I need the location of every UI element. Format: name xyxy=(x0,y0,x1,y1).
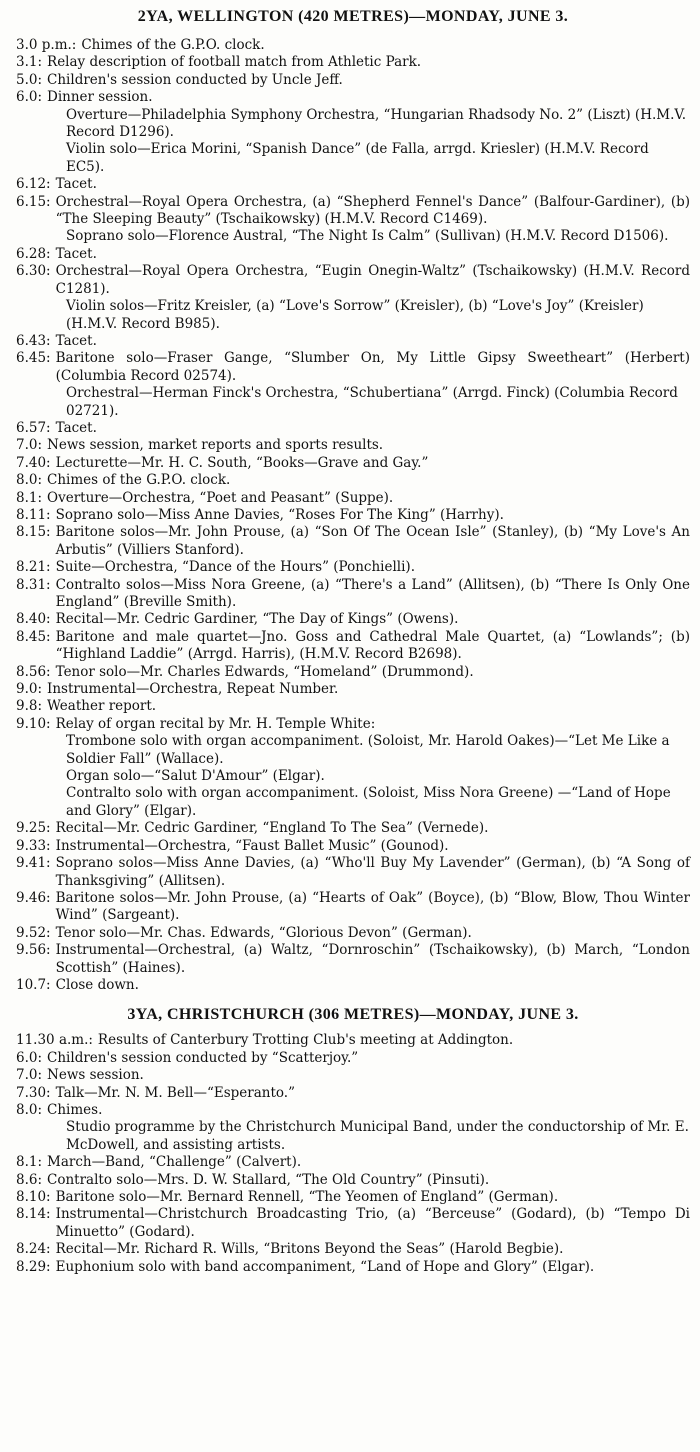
programme-item xyxy=(16,1085,690,1102)
item-time: 8.1: xyxy=(16,489,43,506)
programme-item xyxy=(16,176,690,193)
item-time: 9.25: xyxy=(16,820,51,837)
item-text: Tenor solo—Mr. Chas. Edwards, “Glorious Devon” (German). xyxy=(55,924,472,941)
item-text: Tacet. xyxy=(55,419,97,436)
programme-item xyxy=(16,559,690,576)
item-time: 6.57: xyxy=(16,419,51,436)
programme-item xyxy=(16,455,690,472)
item-text: Euphonium solo with band accompaniment, “Land of Hope and Glory” (Elgar). xyxy=(55,1258,595,1275)
item-text: Instrumental—Orchestra, “Faust Ballet Music” (Gounod). xyxy=(55,837,449,854)
programme-item xyxy=(16,89,690,106)
item-text: Close down. xyxy=(55,976,139,993)
programme-item xyxy=(16,577,690,612)
item-time: 10.7: xyxy=(16,976,51,993)
item-text: News session, market reports and sports results. xyxy=(47,437,384,454)
item-time: 6.12: xyxy=(16,176,51,193)
item-text: Weather report. xyxy=(47,698,157,715)
programme-subitem: Trombone solo with organ accompaniment. (Soloist, Mr. Harold Oakes)—“Let Me Like a Soldier Fall” (Wallace). xyxy=(66,733,670,767)
item-text: Baritone solos—Mr. John Prouse, (a) “Son Of The Ocean Isle” (Stanley), (b) “My Love's An Arbutis” (Villiers Stanford). xyxy=(55,524,690,558)
programme-item xyxy=(16,54,690,71)
programme-item xyxy=(16,611,690,628)
programme-item xyxy=(16,1032,690,1049)
item-time: 9.0: xyxy=(16,681,43,698)
item-text: Instrumental—Orchestra, Repeat Number. xyxy=(47,681,339,698)
programme-item xyxy=(16,507,690,524)
item-time: 8.11: xyxy=(16,506,51,523)
programme-item xyxy=(16,977,690,994)
programme-item xyxy=(16,629,690,664)
programme-item xyxy=(16,1206,690,1241)
programme-item xyxy=(16,1154,690,1171)
item-text: Suite—Orchestra, “Dance of the Hours” (Ponchielli). xyxy=(55,559,415,576)
programme-item xyxy=(16,1172,690,1189)
item-text: Instrumental—Orchestral, (a) Waltz, “Dornroschin” (Tschaikowsky), (b) March, “London Scottish” (Haines). xyxy=(55,942,690,976)
item-time: 8.31: xyxy=(16,576,51,593)
item-time: 8.45: xyxy=(16,628,51,645)
item-time: 6.0: xyxy=(16,89,43,106)
item-time: 8.24: xyxy=(16,1241,51,1258)
programme-subitem: Violin solo—Erica Morini, “Spanish Dance” (de Falla, arrgd. Kriesler) (H.M.V. Record EC5). xyxy=(66,141,649,175)
programme-item xyxy=(16,698,690,715)
programme-item xyxy=(16,350,690,385)
item-time: 9.46: xyxy=(16,889,51,906)
programme-item xyxy=(16,333,690,350)
item-time: 7.0: xyxy=(16,437,43,454)
item-time: 11.30 a.m.: xyxy=(16,1032,93,1049)
programme-item xyxy=(16,437,690,454)
programme-subitem: Overture—Philadelphia Symphony Orchestra, “Hungarian Rhadsody No. 2” (Liszt) (H.M.V. Record D1296). xyxy=(66,106,687,141)
item-text: Children's session conducted by Uncle Jeff. xyxy=(47,71,343,88)
programme-item xyxy=(16,37,690,54)
item-time: 8.0: xyxy=(16,1101,43,1118)
programme-item xyxy=(16,1067,690,1084)
item-time: 9.56: xyxy=(16,942,51,959)
programme-subitem: Organ solo—“Salut D'Amour” (Elgar). xyxy=(66,768,325,785)
programme-item xyxy=(16,490,690,507)
item-time: 9.10: xyxy=(16,715,51,732)
item-time: 8.14: xyxy=(16,1206,51,1223)
item-time: 8.29: xyxy=(16,1258,51,1275)
item-time: 6.0: xyxy=(16,1049,43,1066)
item-time: 8.10: xyxy=(16,1189,51,1205)
item-text: Tacet. xyxy=(55,332,97,349)
item-time: 7.40: xyxy=(16,454,51,471)
item-text: Recital—Mr. Cedric Gardiner, “England To The Sea” (Vernede). xyxy=(55,820,489,837)
programme-item xyxy=(16,664,690,681)
item-text: March—Band, “Challenge” (Calvert). xyxy=(47,1154,302,1171)
programme-item xyxy=(16,925,690,942)
item-time: 7.30: xyxy=(16,1084,51,1101)
item-time: 6.43: xyxy=(16,332,51,349)
item-text: News session. xyxy=(47,1067,144,1084)
programme-item xyxy=(16,855,690,890)
item-text: Baritone and male quartet—Jno. Goss and Cathedral Male Quartet, (a) “Lowlands”; (b) “Highland Laddie” (Arrgd. Harris), (H.M.V. Record B2698). xyxy=(55,628,690,663)
item-text: Contralto solo—Mrs. D. W. Stallard, “The Old Country” (Pinsuti). xyxy=(47,1171,490,1188)
item-time: 9.8: xyxy=(16,698,43,715)
item-text: Chimes of the G.P.O. clock. xyxy=(81,37,265,53)
item-text: Baritone solo—Fraser Gange, “Slumber On, My Little Gipsy Sweetheart” (Herbert) (Columbia Record 02574). xyxy=(55,350,690,384)
programme-item xyxy=(16,716,690,733)
item-text: Baritone solos—Mr. John Prouse, (a) “Hearts of Oak” (Boyce), (b) “Blow, Blow, Thou Winter Wind” (Sargeant). xyxy=(55,889,690,924)
programme-item xyxy=(16,524,690,559)
item-time: 6.45: xyxy=(16,350,51,367)
item-time: 9.52: xyxy=(16,924,51,941)
programme-item xyxy=(16,1102,690,1119)
item-time: 6.30: xyxy=(16,263,51,280)
item-text: Orchestral—Royal Opera Orchestra, (a) “Shepherd Fennel's Dance” (Balfour-Gardiner), (b) “The Sleeping Beauty” (Tschaikowsky) (H.M.V. Record C1469). xyxy=(55,193,690,228)
programme-item xyxy=(16,942,690,977)
item-time: 8.21: xyxy=(16,559,51,576)
item-time: 6.28: xyxy=(16,245,51,262)
item-text: Baritone solo—Mr. Bernard Rennell, “The Yeomen of England” (German). xyxy=(55,1189,559,1205)
item-text: Recital—Mr. Cedric Gardiner, “The Day of Kings” (Owens). xyxy=(55,611,459,628)
item-text: Soprano solos—Miss Anne Davies, (a) “Who'll Buy My Lavender” (German), (b) “A Song of Thanksgiving” (Allitsen). xyxy=(55,855,690,889)
programme-subitem: Violin solos—Fritz Kreisler, (a) “Love's Sorrow” (Kreisler), (b) “Love's Joy” (Kreisler) (H.M.V. Record B985). xyxy=(66,298,644,332)
item-time: 6.15: xyxy=(16,193,51,210)
item-time: 8.56: xyxy=(16,663,51,680)
item-text: Children's session conducted by “Scatterjoy.” xyxy=(47,1049,359,1066)
station-heading: 3YA, CHRISTCHURCH (306 METRES)—MONDAY, JUNE 3. xyxy=(127,1006,579,1024)
programme-item xyxy=(16,820,690,837)
programme-item xyxy=(16,890,690,925)
programme-item xyxy=(16,472,690,489)
item-time: 3.0 p.m.: xyxy=(16,37,77,53)
station-heading: 2YA, WELLINGTON (420 METRES)—MONDAY, JUNE 3. xyxy=(137,8,569,25)
programme-item xyxy=(16,1189,690,1206)
item-time: 8.1: xyxy=(16,1154,43,1171)
item-time: 5.0: xyxy=(16,71,43,88)
item-text: Lecturette—Mr. H. C. South, “Books—Grave and Gay.” xyxy=(55,454,429,471)
item-text: Tacet. xyxy=(55,245,97,262)
item-time: 9.33: xyxy=(16,837,51,854)
item-time: 8.0: xyxy=(16,472,43,489)
item-time: 8.6: xyxy=(16,1171,43,1188)
programme-subitem: Orchestral—Herman Finck's Orchestra, “Schubertiana” (Arrgd. Finck) (Columbia Record 02721). xyxy=(66,385,678,419)
item-text: Results of Canterbury Trotting Club's meeting at Addington. xyxy=(97,1032,514,1049)
item-time: 3.1: xyxy=(16,54,43,71)
item-time: 8.15: xyxy=(16,524,51,541)
item-text: Soprano solo—Miss Anne Davies, “Roses For The King” (Harrhy). xyxy=(55,506,504,523)
programme-item xyxy=(16,72,690,89)
item-text: Dinner session. xyxy=(47,89,153,106)
item-text: Tenor solo—Mr. Charles Edwards, “Homeland” (Drummond). xyxy=(55,663,474,680)
item-text: Relay of organ recital by Mr. H. Temple White: xyxy=(55,715,376,732)
programme-item xyxy=(16,1259,690,1276)
programme-item xyxy=(16,194,690,229)
item-text: Tacet. xyxy=(55,176,97,193)
item-text: Orchestral—Royal Opera Orchestra, “Eugin Onegin-Waltz” (Tschaikowsky) (H.M.V. Record C1281). xyxy=(55,263,690,297)
item-text: Chimes. xyxy=(47,1101,103,1118)
item-text: Relay description of football match from Athletic Park. xyxy=(47,54,422,71)
item-text: Overture—Orchestra, “Poet and Peasant” (Suppe). xyxy=(47,489,394,506)
programme-item xyxy=(16,420,690,437)
item-text: Recital—Mr. Richard R. Wills, “Britons Beyond the Seas” (Harold Begbie). xyxy=(55,1241,564,1258)
item-text: Instrumental—Christchurch Broadcasting Trio, (a) “Berceuse” (Godard), (b) “Tempo Di Minuetto” (Godard). xyxy=(55,1206,690,1240)
item-time: 9.41: xyxy=(16,855,51,872)
programme-subitem: Contralto solo with organ accompaniment. (Soloist, Miss Nora Greene) —“Land of Hope and Glory” (Elgar). xyxy=(66,785,671,819)
item-text: Chimes of the G.P.O. clock. xyxy=(47,472,231,489)
programme-subitem: Soprano solo—Florence Austral, “The Night Is Calm” (Sullivan) (H.M.V. Record D1506). xyxy=(66,228,669,245)
programme-item xyxy=(16,1241,690,1258)
item-time: 7.0: xyxy=(16,1067,43,1084)
programme-item xyxy=(16,681,690,698)
programme-subitem: Studio programme by the Christchurch Municipal Band, under the conductorship of Mr. E. McDowell, and assisting artists. xyxy=(66,1119,689,1153)
item-text: Talk—Mr. N. M. Bell—“Esperanto.” xyxy=(55,1084,295,1101)
programme-item xyxy=(16,246,690,263)
item-text: Contralto solos—Miss Nora Greene, (a) “There's a Land” (Allitsen), (b) “There Is Only One England” (Breville Smith). xyxy=(55,576,690,610)
programme-item xyxy=(16,838,690,855)
item-time: 8.40: xyxy=(16,611,51,628)
programme-item xyxy=(16,1050,690,1067)
programme-item xyxy=(16,263,690,298)
